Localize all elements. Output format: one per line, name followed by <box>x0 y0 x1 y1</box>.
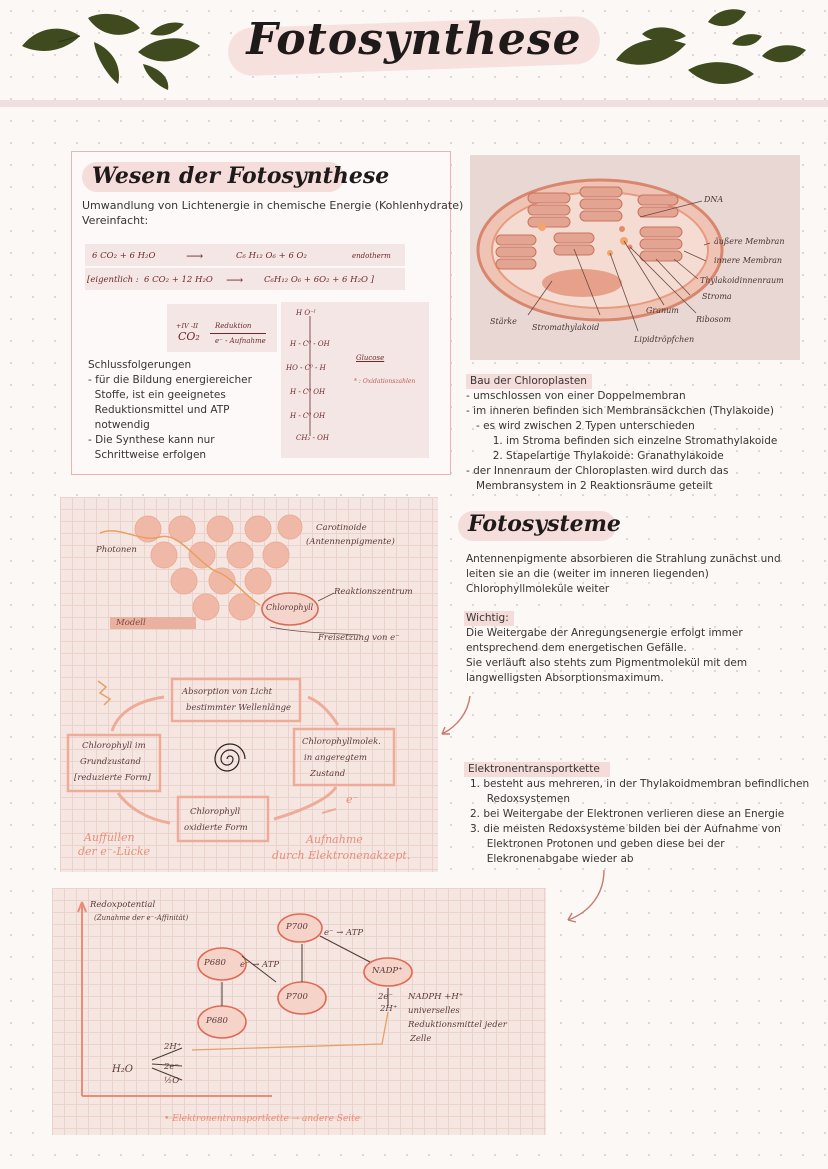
cycle-absorption-2: bestimmter Wellenlänge <box>186 703 292 713</box>
schluss-title: Schlussfolgerungen <box>88 359 192 371</box>
wesen-vereinfacht: Vereinfacht: <box>82 214 149 227</box>
modell-photonen: Photonen <box>96 545 137 555</box>
label-stroma: Stroma <box>702 292 732 301</box>
wichtig-title: Wichtig: <box>466 612 509 624</box>
diagram-e-atp-1: e⁻ → ATP <box>240 960 280 970</box>
title-divider <box>0 100 828 107</box>
fotosysteme-p1-line-3: Chlorophyllmoleküle weiter <box>466 583 610 595</box>
diagram-nadph-1: NADPH +H⁺ <box>408 992 464 1002</box>
eq1-note: endotherm <box>352 252 391 260</box>
eq1-arrow: ⟶ <box>186 249 204 263</box>
cycle-auffuellen-2: der e⁻-Lücke <box>78 845 151 858</box>
wichtig-line-3: Sie verläuft also stehts zum Pigmentmolekül mit dem <box>466 657 748 669</box>
wichtig-line-2: entsprechend dem energetischen Gefälle. <box>466 642 687 654</box>
page-title: Fotosynthese <box>246 14 582 65</box>
etk-line-1: 1. besteht aus mehreren, in der Thylakoidmembran befindlichen <box>470 778 810 790</box>
label-thylakoidinnenraum: Thylakoidinnenraum <box>700 276 784 285</box>
glucose-structure-lines <box>286 308 346 450</box>
etk-line-2: Redoxsystemen <box>470 793 571 805</box>
label-granum: Granum <box>646 306 679 315</box>
cycle-oxidiert-1: Chlorophyll <box>190 807 241 817</box>
bau-line-1: - umschlossen von einer Doppelmembran <box>466 390 686 402</box>
cycle-angeregt-1: Chlorophyllmolek. <box>302 737 381 747</box>
bau-line-3: - es wird zwischen 2 Typen unterschieden <box>466 420 695 432</box>
cycle-grund-1: Chlorophyll im <box>82 741 146 751</box>
fotosysteme-heading: Fotosysteme <box>468 511 621 537</box>
fotosysteme-p1-line-2: leiten sie an die (weiter im inneren liegenden) <box>466 568 709 580</box>
modell-reaktionszentrum: Reaktionszentrum <box>334 587 413 597</box>
label-ribosom: Ribosom <box>696 315 732 324</box>
diagram-y-axis-1: Redoxpotential <box>90 900 156 910</box>
diagram-2h: 2H⁺ <box>380 1004 398 1014</box>
wesen-heading: Wesen der Fotosynthese <box>92 163 390 189</box>
diagram-nadph-3: Reduktionsmittel jeder <box>408 1020 507 1030</box>
etk-line-3: 2. bei Weitergabe der Elektronen verlieren diese an Energie <box>470 808 785 820</box>
bau-line-2: - im inneren befinden sich Membransäckchen (Thylakoide) <box>466 405 774 417</box>
redox-arrow-line <box>210 333 266 334</box>
diagram-nadp: NADP⁺ <box>372 966 403 976</box>
glucose-line-11: H - C⁰ OH <box>290 412 326 420</box>
cycle-grund-2: Grundzustand <box>80 757 141 767</box>
cycle-oxidiert-2: oxidierte Form <box>184 823 248 833</box>
cycle-e-label: e⁻ <box>346 793 359 806</box>
fotosysteme-p1-line-1: Antennenpigmente absorbieren die Strahlung zunächst und <box>466 553 781 565</box>
oxidationszahlen-note: * : Oxidationszahlen <box>354 378 416 385</box>
diagram-water-2h: 2H⁺ <box>164 1042 182 1052</box>
wichtig-line-4: langwelligsten Absorptionsmaximum. <box>466 672 664 684</box>
cycle-aufnahme-2: durch Elektronenakzept. <box>272 849 411 862</box>
cycle-aufnahme-1: Aufnahme <box>306 833 363 846</box>
eq1-right: C₆ H₁₂ O₆ + 6 O₂ <box>236 251 307 261</box>
schluss-line-3: Reduktionsmittel und ATP <box>88 404 230 416</box>
glucose-line-7: HO - C⁰ - H <box>286 364 326 372</box>
eq2-arrow: ⟶ <box>226 273 244 287</box>
cycle-angeregt-3: Zustand <box>310 769 346 779</box>
wesen-definition: Umwandlung von Lichtenergie in chemische Energie (Kohlenhydrate) <box>82 199 464 212</box>
eq2-right: C₆H₁₂ O₆ + 6O₂ + 6 H₂O ] <box>264 275 374 285</box>
eq2-left: 6 CO₂ + 12 H₂O <box>144 275 213 285</box>
modell-label: Modell <box>116 618 146 628</box>
diagram-2e: 2e⁻ <box>378 992 393 1002</box>
arrow-to-diagram-icon <box>560 866 610 928</box>
label-lipidtroepfchen: Lipidtröpfchen <box>634 335 695 344</box>
glucose-line-13: CH₂ - OH <box>296 434 329 442</box>
diagram-h2o: H₂O <box>112 1064 133 1075</box>
wichtig-line-1: Die Weitergabe der Anregungsenergie erfolgt immer <box>466 627 743 639</box>
fern-right-icon <box>612 4 807 96</box>
etk-line-4: 3. die meisten Redoxsysteme bilden bei der Aufnahme von <box>470 823 781 835</box>
bau-line-7: Membransystem in 2 Reaktionsräume geteilt <box>466 480 713 492</box>
schluss-line-6: Schrittweise erfolgen <box>88 449 207 461</box>
modell-photo <box>60 497 438 872</box>
glucose-line-1: H O⁻ᴵ <box>296 309 316 317</box>
cycle-angeregt-2: in angeregtem <box>304 753 367 763</box>
label-dna: DNA <box>704 195 724 204</box>
etk-line-5: Elektronen Protonen und geben diese bei der <box>470 838 725 850</box>
redox-co2: CO₂ <box>178 330 200 343</box>
diagram-water-2e: 2e⁻ <box>164 1062 179 1072</box>
redox-ox: +IV -II <box>176 322 199 330</box>
cycle-absorption-1: Absorption von Licht <box>182 687 273 697</box>
redox-e-aufnahme: e⁻ - Aufnahme <box>215 337 266 345</box>
cycle-grund-3: [reduzierte Form] <box>74 773 151 783</box>
diagram-p700-top: P700 <box>286 922 308 932</box>
modell-freisetzung: Freisetzung von e⁻ <box>318 633 400 643</box>
diagram-y-axis-2: (Zunahme der e⁻-Affinität) <box>94 914 189 922</box>
bau-title: Bau der Chloroplasten <box>470 375 587 387</box>
label-stromathylakoid: Stromathylakoid <box>532 323 600 332</box>
bau-line-4: 1. im Stroma befinden sich einzelne Stromathylakoide <box>466 435 778 447</box>
modell-chlorophyll: Chlorophyll <box>266 603 314 612</box>
glucose-label: Glucose <box>356 354 385 362</box>
modell-antennen: (Antennenpigmente) <box>306 537 395 547</box>
bau-line-5: 2. Stapelartige Thylakoide: Granathylakoide <box>466 450 724 462</box>
schluss-line-4: notwendig <box>88 419 150 431</box>
glucose-line-9: H - C⁰ OH <box>290 388 326 396</box>
diagram-p680-bottom: P680 <box>206 1016 228 1026</box>
label-innere-membran: innere Membran <box>714 256 783 265</box>
etk-line-6: Elekronenabgabe wieder ab <box>470 853 634 865</box>
fern-left-icon <box>18 6 203 92</box>
diagram-nadph-2: universelles <box>408 1006 460 1016</box>
diagram-nadph-4: Zelle <box>410 1034 432 1044</box>
schluss-line-1: - für die Bildung energiereicher <box>88 374 252 386</box>
label-aeussere-membran: äußere Membran <box>714 237 785 246</box>
eq2-label: [eigentlich : <box>87 275 139 285</box>
diagram-p700-bottom: P700 <box>286 992 308 1002</box>
diagram-footer: • Elektronentransportkette → andere Seite <box>164 1114 361 1124</box>
glucose-line-5: H - C⁰ - OH <box>290 340 330 348</box>
modell-carotinoide: Carotinoide <box>316 523 367 533</box>
cycle-auffuellen-1: Auffüllen <box>84 831 135 844</box>
eq1-left: 6 CO₂ + 6 H₂O <box>92 251 156 261</box>
label-staerke: Stärke <box>490 317 517 326</box>
schluss-line-5: - Die Synthese kann nur <box>88 434 215 446</box>
schluss-line-2: Stoffe, ist ein geeignetes <box>88 389 226 401</box>
diagram-e-atp-2: e⁻ → ATP <box>324 928 364 938</box>
arrow-to-modell-icon <box>436 694 476 740</box>
etk-title: Elektronentransportkette <box>468 763 600 775</box>
diagram-water-o: ½O <box>164 1076 180 1086</box>
diagram-p680-top: P680 <box>204 958 226 968</box>
z-schema-photo <box>52 888 546 1135</box>
bau-line-6: - der Innenraum der Chloroplasten wird durch das <box>466 465 729 477</box>
redox-reduktion: Reduktion <box>215 322 252 330</box>
chloroplast-photo <box>470 155 800 360</box>
